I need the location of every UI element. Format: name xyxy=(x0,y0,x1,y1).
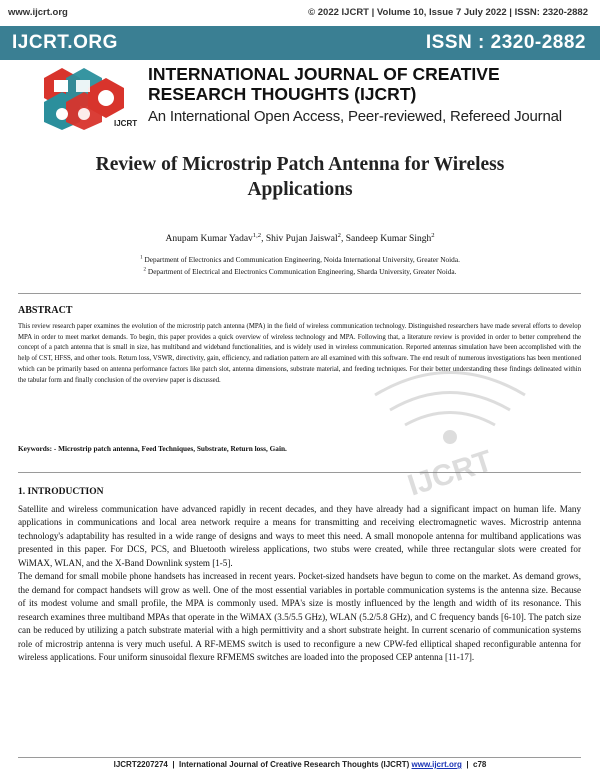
author-superscript: 1,2 xyxy=(252,231,262,239)
author-name: Anupam Kumar Yadav xyxy=(165,234,253,244)
footer-sep: | xyxy=(170,760,180,769)
journal-name-line1: INTERNATIONAL JOURNAL OF CREATIVE xyxy=(148,64,500,84)
footer-paper-id: IJCRT2207274 xyxy=(113,760,168,769)
author-list xyxy=(30,231,570,244)
title-line1: Review of Microstrip Patch Antenna for Wireless xyxy=(95,154,505,175)
journal-subtitle: An International Open Access, Peer-reviewed, Refereed Journal xyxy=(148,108,562,125)
footer-url-link[interactable]: www.ijcrt.org xyxy=(411,760,462,769)
introduction-heading: 1. INTRODUCTION xyxy=(18,487,104,497)
banner-issn: ISSN : 2320-2882 xyxy=(425,32,586,53)
journal-name xyxy=(148,64,588,104)
watermark-text: IJCRT xyxy=(403,444,497,503)
page-header xyxy=(0,0,600,22)
affiliation-2 xyxy=(30,267,570,276)
journal-name-line2: RESEARCH THOUGHTS (IJCRT) xyxy=(148,84,417,104)
author-separator: , xyxy=(261,234,266,244)
affiliation-text: Department of Electrical and Electronics Communication Engineering, Sharda University, Greater Noida. xyxy=(147,267,457,276)
paper-title xyxy=(30,152,570,202)
page-footer xyxy=(0,760,600,769)
footer-sep: | xyxy=(464,760,474,769)
author-name: Shiv Pujan Jaiswal xyxy=(265,234,338,244)
footer-divider xyxy=(18,757,581,758)
affiliation-marker: 2 xyxy=(143,266,147,273)
abstract-body: This review research paper examines the evolution of the microstrip patch antenna (MPA) in the field of wireless communication technology. Distinguished researchers have made several efforts to develop MPA in order to meet market demands. To begin, this paper provides a quick overview of wireless technology and MPA. Following that, a literature review is provided in order to better comprehend the concept of a patch antenna that is small in size, has multiband and wideband functionalities, and is widely used in wireless communication. Reported antennas simulation have been accomplished with the help of CST, HFSS, and other tools. Return loss, VSWR, directivity, gain, efficiency, and radiation pattern are all examined with this software. The end result of numerous investigations has been mentioned which can be primarily based on antenna performance factors like patch slot, antenna dimensions, substrate material, and feeding techniques. For their better understanding these findings delineated within the tabular form and finally conclusion of the overview paper is discussed. xyxy=(18,323,581,384)
paragraph: The demand for small mobile phone handsets has increased in recent years. Pocket-sized handsets have begun to come on the market. As demand grows, the demand for compact handsets will grow as well. One of the most essential variables in portable communication systems is the antenna size. Because of its modest volume and small profile, the MPA is commonly used. MPA's size is mostly influenced by the length and width of its resonance. This research examines three multiband MPAs that operate in the WiMAX (3.5/5.5 GHz), WLAN (5.2/5.8 GHz), and C frequency bands [6-10]. The patch size can be reduced by utilizing a patch substrate material with a high permittivity and a short substrate height. In current scenario of communication systems role of microstrip antenna is very much useful. A RF-MEMS switch is used to reconfigure a new CPW-fed elliptical shaped reconfigurable antenna for wireless applications. Four uniform sinusoidal flexure RFMEMS switches are loaded into the proposed CEP antenna [11-17]. xyxy=(18,571,581,662)
title-line2: Applications xyxy=(247,179,353,200)
header-website[interactable]: www.ijcrt.org xyxy=(8,7,68,18)
header-issue-info: © 2022 IJCRT | Volume 10, Issue 7 July 2022 | ISSN: 2320-2882 xyxy=(308,7,588,18)
footer-page-number: c78 xyxy=(473,760,487,769)
footer-journal: International Journal of Creative Research Thoughts (IJCRT) xyxy=(179,760,410,769)
banner-site: IJCRT.ORG xyxy=(12,32,118,53)
author-name: Sandeep Kumar Singh xyxy=(345,234,432,244)
ijcrt-watermark xyxy=(355,355,545,505)
affiliation-text: Department of Electronics and Communication Engineering, Noida International University, Greater Noida. xyxy=(144,255,460,264)
abstract-heading: ABSTRACT xyxy=(18,305,73,316)
affiliation-1 xyxy=(30,255,570,264)
keywords: Keywords: - Microstrip patch antenna, Feed Techniques, Substrate, Return loss, Gain. xyxy=(18,444,287,453)
author-separator: , xyxy=(340,234,346,244)
author-superscript: 2 xyxy=(431,231,435,239)
paragraph: Satellite and wireless communication have advanced rapidly in recent decades, and they have already had a significant impact on human life. Many applications in communications and local area network require a means for transmitting and receiving electromagnetic waves. Microstrip antenna technology's adaptability has resulted in a wide range of designs and ways to meet this need. A small monopole antenna for multiband applications was presented in this paper. For DCS, PCS, and Bluetooth wireless applications, two stubs were created, while three rectangular slots were created for WiMAX, WLAN, and the X-Band Downlink system [1-5]. xyxy=(18,504,581,568)
logo-text: IJCRT xyxy=(114,119,138,128)
journal-banner xyxy=(0,26,600,60)
affiliation-marker: 1 xyxy=(140,254,143,261)
divider xyxy=(18,293,581,294)
introduction-body xyxy=(18,503,581,664)
author-superscript: 2 xyxy=(337,231,341,239)
journal-logo xyxy=(40,62,145,130)
